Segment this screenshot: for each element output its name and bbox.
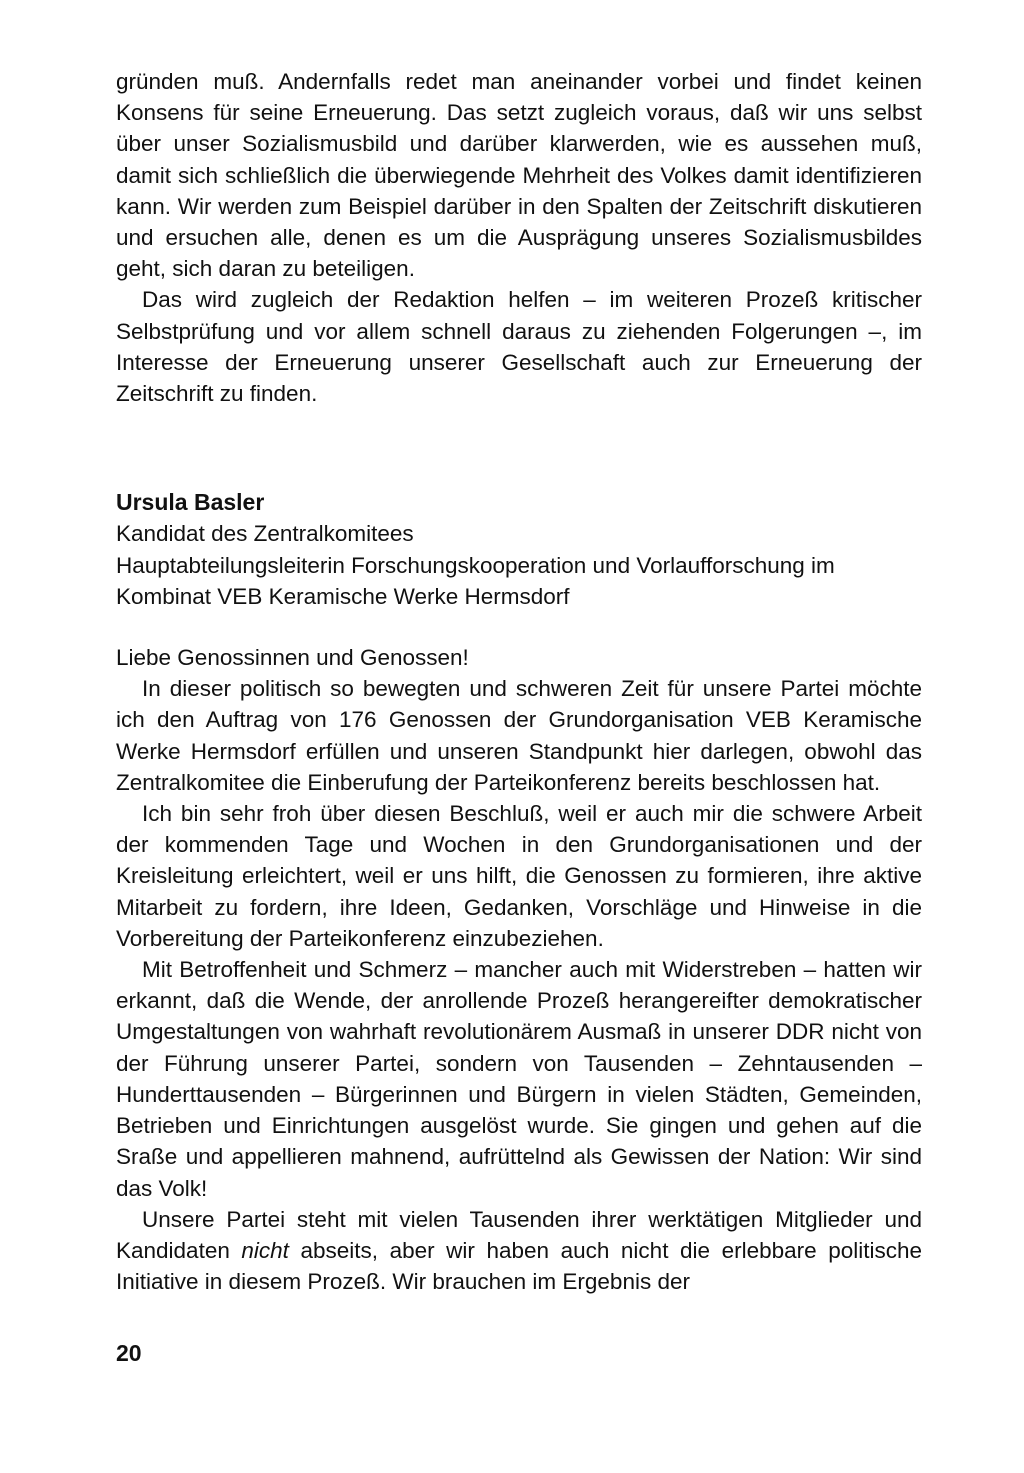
speech-paragraph-4 — [116, 1204, 922, 1298]
document-page — [116, 66, 922, 1297]
speech-paragraph-3: Mit Betroffenheit und Schmerz – mancher auch mit Widerstreben – hatten wir erkannt, daß die Wende, der anrollende Prozeß herangereifter demokratischer Umgestaltungen von wahrhaft revolutionärem Ausmaß in unserer DDR nicht von der Führung unserer Partei, sondern von Tausenden – Zehntausenden – Hunderttausenden – Bürgerinnen und Bürgern in vielen Städten, Gemeinden, Betrieben und Einrichtungen ausgelöst wurde. Sie gingen und gehen auf die Sraße und appellieren mahnend, aufrüttelnd als Gewissen der Nation: Wir sind das Volk! — [116, 957, 922, 1201]
author-name: Ursula Basler — [116, 489, 265, 516]
salutation-spacer — [116, 612, 922, 642]
speech-paragraph-4-end: abseits, aber wir haben auch nicht die erlebbare politische Initiative in diesem Prozeß. Wir brauchen im Ergebnis der — [116, 1237, 922, 1295]
speech-paragraph-2: Ich bin sehr froh über diesen Beschluß, weil er auch mir die schwere Arbeit der kommenden Tage und Wochen in den Grundorganisationen und der Kreisleitung erleichtert, weil er uns hilft, die Genossen zu formieren, ihre aktive Mitarbeit zu fordern, ihre Ideen, Gedanken, Vorschläge und Hinweise in die Vorbereitung der Parteikonferenz einzubeziehen. — [116, 801, 922, 951]
page-number: 20 — [116, 1340, 142, 1366]
intro-paragraph-1: gründen muß. Andernfalls redet man aneinander vorbei und findet keinen Konsens für seine Erneuerung. Das setzt zugleich voraus, daß wir uns selbst über unser Sozialismusbild und darüber klarwerden, wie es aussehen muß, damit sich schließlich die überwiegende Mehrheit des Volkes damit identifizieren kann. Wir werden zum Beispiel darüber in den Spalten der Zeitschrift diskutieren und ersuchen alle, denen es um die Ausprägung unseres Sozialismusbildes geht, sich daran zu beteiligen. — [116, 69, 922, 282]
author-role: Kandidat des Zentralkomitees — [116, 521, 414, 547]
salutation: Liebe Genossinnen und Genossen! — [116, 645, 469, 671]
emphasis-word: nicht — [241, 1237, 289, 1263]
intro-paragraph-2: Das wird zugleich der Redaktion helfen – im weiteren Prozeß kritischer Selbstprüfung und vor allem schnell daraus zu ziehenden Folgerungen –, im Interesse der Erneuerung unserer Gesellschaft auch zur Erneuerung der Zeitschrift zu finden. — [116, 287, 922, 407]
speech-paragraph-1: In dieser politisch so bewegten und schweren Zeit für unsere Partei möchte ich den Auftrag von 176 Genossen der Grundorganisation VEB Keramische Werke Hermsdorf erfüllen und unseren Standpunkt hier darlegen, obwohl das Zentralkomitee die Einberufung der Parteikonferenz bereits beschlossen hat. — [116, 676, 922, 795]
section-spacer — [116, 409, 922, 487]
speech-paragraph-4-start: Unsere Partei steht mit vielen Tausenden ihrer werktätigen Mitglieder und Kandidaten — [116, 1206, 922, 1263]
author-position: Hauptabteilungsleiterin Forschungskooperation und Vorlaufforschung im Kombinat VEB Keramische Werke Hermsdorf — [116, 552, 835, 609]
